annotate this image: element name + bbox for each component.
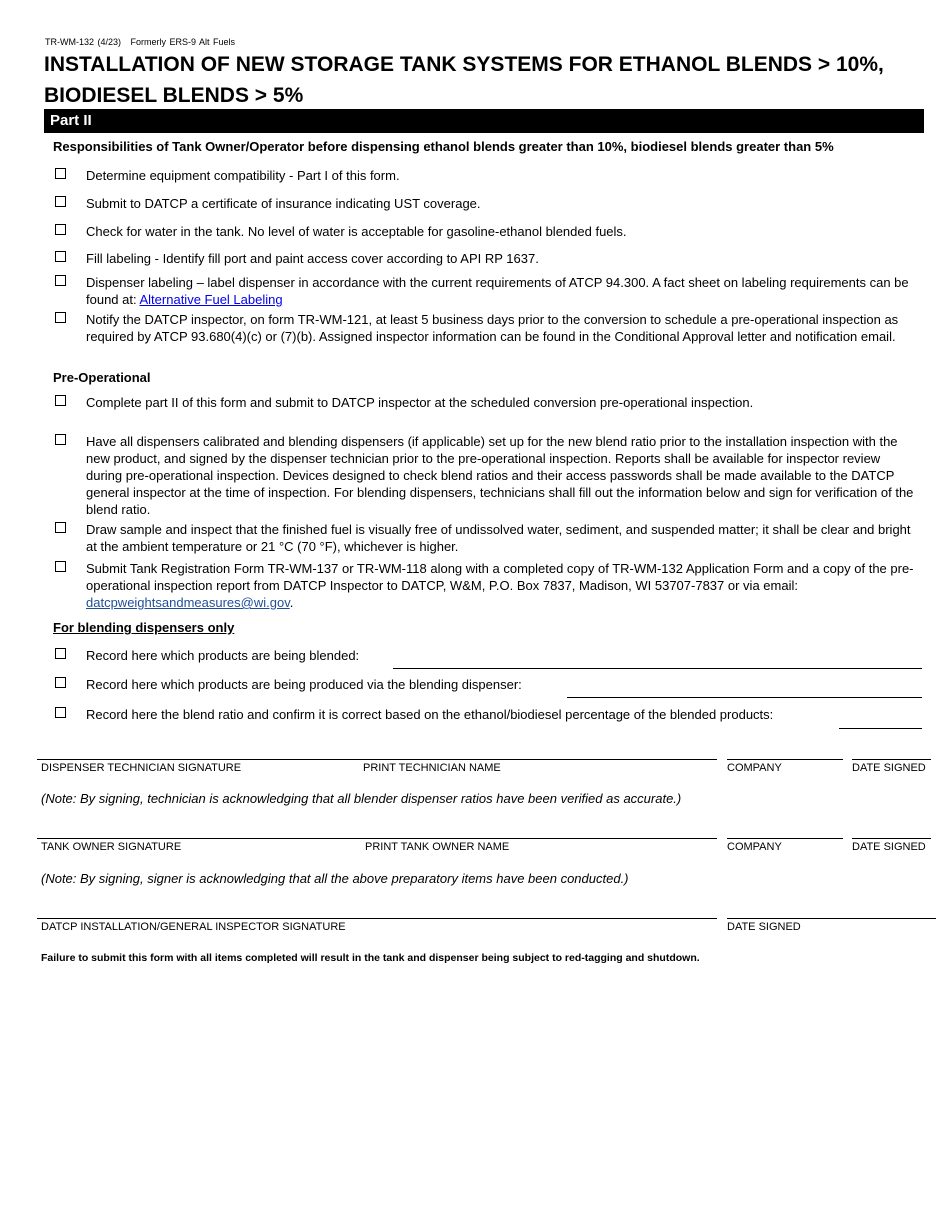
owner-name-label: PRINT TANK OWNER NAME xyxy=(365,841,510,853)
inspector-signature-line[interactable] xyxy=(37,918,717,919)
item-text: Record here which products are being blended: xyxy=(86,648,360,663)
checkbox[interactable] xyxy=(55,275,66,286)
part-header: Part II xyxy=(44,109,924,133)
item-text: Fill labeling - Identify fill port and paint access cover according to API RP 1637. xyxy=(86,251,539,266)
form-number: TR-WM-132 (4/23) xyxy=(45,37,122,47)
technician-note: (Note: By signing, technician is acknowledging that all blender dispenser ratios have been verified as accurate.) xyxy=(41,791,682,806)
owner-company-line[interactable] xyxy=(727,838,843,839)
item-text: Record here which products are being produced via the blending dispenser: xyxy=(86,677,522,692)
checkbox[interactable] xyxy=(55,395,66,406)
checkbox[interactable] xyxy=(55,561,66,572)
submit-end: . xyxy=(289,595,294,610)
item-text: Notify the DATCP inspector, on form TR-WM-121, at least 5 business days prior to the conversion to schedule a pre-operational inspection as required by ATCP 93.680(4)(c) or (7)(b). Assigned inspector information can be found in the Conditional Approval letter and notification email. xyxy=(86,312,899,344)
footer-warning: Failure to submit this form with all items completed will result in the tank and dispenser being subject to red-tagging and shutdown. xyxy=(41,952,700,964)
item-text: Determine equipment compatibility - Part I of this form. xyxy=(86,168,400,183)
owner-date-label: DATE SIGNED xyxy=(852,841,926,853)
checkbox[interactable] xyxy=(55,168,66,179)
produced-products-field[interactable] xyxy=(567,697,922,698)
inspector-date-line[interactable] xyxy=(727,918,936,919)
owner-company-label: COMPANY xyxy=(727,841,782,853)
owner-note: (Note: By signing, signer is acknowledging that all the above preparatory items have been conducted.) xyxy=(41,871,629,886)
formerly-label: Formerly ERS-9 Alt Fuels xyxy=(130,37,236,47)
inspector-date-label: DATE SIGNED xyxy=(727,921,801,933)
checkbox[interactable] xyxy=(55,707,66,718)
submit-text: Submit Tank Registration Form TR-WM-137 or TR-WM-118 along with a completed copy of TR-WM-132 Application Form and a copy of the pre-operational inspection report from DATCP Inspector to DATCP, W&M, P.O. Box 7837, Madison, WI 53707-7837 or via email: xyxy=(86,561,914,593)
owner-signature-label: TANK OWNER SIGNATURE xyxy=(41,841,182,853)
checkbox[interactable] xyxy=(55,251,66,262)
item-text: Draw sample and inspect that the finished fuel is visually free of undissolved water, sediment, and suspended matter; it shall be clear and bright at the ambient temperature or 21 °C (70 °F), whichever is higher. xyxy=(86,522,911,554)
labeling-text: Dispenser labeling – label dispenser in accordance with the current requirements of ATCP 94.300. A fact sheet on labeling requirements can be found at: xyxy=(86,275,909,307)
item-text xyxy=(86,560,916,611)
form-id xyxy=(45,37,235,47)
technician-date-line[interactable] xyxy=(852,759,931,760)
item-text: Check for water in the tank. No level of water is acceptable for gasoline-ethanol blended fuels. xyxy=(86,224,627,239)
inspector-signature-label: DATCP INSTALLATION/GENERAL INSPECTOR SIGNATURE xyxy=(41,921,346,933)
email-link[interactable]: datcpweightsandmeasures@wi.gov xyxy=(86,595,290,610)
blending-heading: For blending dispensers only xyxy=(53,620,235,635)
technician-date-label: DATE SIGNED xyxy=(852,762,926,774)
item-text xyxy=(86,274,916,308)
item-text: Record here the blend ratio and confirm it is correct based on the ethanol/biodiesel percentage of the blended products: xyxy=(86,707,774,722)
item-text: Complete part II of this form and submit to DATCP inspector at the scheduled conversion pre-operational inspection. xyxy=(86,395,754,410)
owner-date-line[interactable] xyxy=(852,838,931,839)
checkbox[interactable] xyxy=(55,677,66,688)
checkbox[interactable] xyxy=(55,648,66,659)
checkbox[interactable] xyxy=(55,522,66,533)
item-text: Have all dispensers calibrated and blending dispensers (if applicable) set up for the new blend ratio prior to the installation inspection with the new product, and signed by the dispenser technician prior to the pre-operational inspection. Reports shall be available for inspector review during pre-operational inspection. Devices designed to check blend ratios and their access passwords shall be made available to the DATCP general inspector at the time of inspection. For blending dispensers, technicians shall fill out the information below and sign for verification of the blend ratio. xyxy=(86,434,914,517)
form-title: INSTALLATION OF NEW STORAGE TANK SYSTEMS FOR ETHANOL BLENDS > 10%, BIODIESEL BLENDS > 5% xyxy=(44,53,884,107)
owner-signature-line[interactable] xyxy=(37,838,717,839)
technician-company-line[interactable] xyxy=(727,759,843,760)
technician-signature-label: DISPENSER TECHNICIAN SIGNATURE xyxy=(41,762,242,774)
checkbox[interactable] xyxy=(55,312,66,323)
item-text: Submit to DATCP a certificate of insurance indicating UST coverage. xyxy=(86,196,481,211)
checkbox[interactable] xyxy=(55,196,66,207)
blend-ratio-field[interactable] xyxy=(839,728,922,729)
technician-name-label: PRINT TECHNICIAN NAME xyxy=(363,762,501,774)
responsibilities-heading: Responsibilities of Tank Owner/Operator before dispensing ethanol blends greater than 10%, biodiesel blends greater than 5% xyxy=(53,139,834,154)
checkbox[interactable] xyxy=(55,224,66,235)
checkbox[interactable] xyxy=(55,434,66,445)
technician-signature-line[interactable] xyxy=(37,759,717,760)
pre-operational-heading: Pre-Operational xyxy=(53,370,151,385)
technician-company-label: COMPANY xyxy=(727,762,782,774)
blended-products-field[interactable] xyxy=(393,668,922,669)
alternative-fuel-labeling-link[interactable]: Alternative Fuel Labeling xyxy=(139,292,283,307)
